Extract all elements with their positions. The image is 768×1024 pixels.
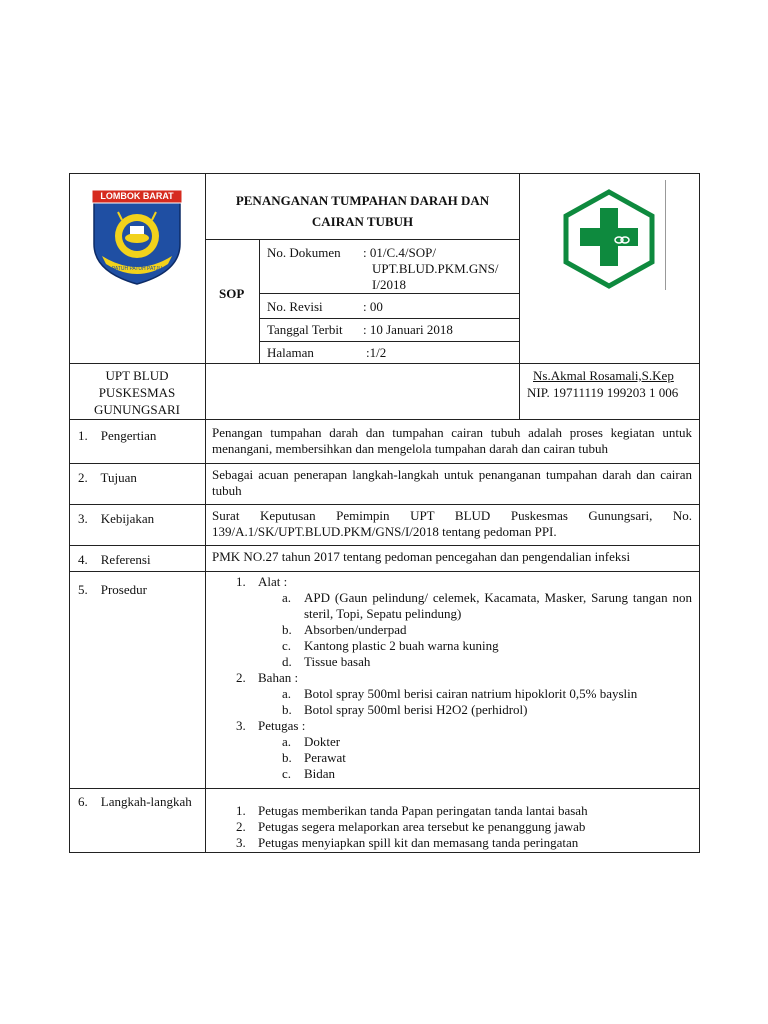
list-item: Dokter bbox=[304, 734, 341, 749]
logo-banner-text: LOMBOK BARAT bbox=[100, 191, 174, 201]
list-item-number: a. bbox=[282, 686, 292, 701]
revision-label: No. Revisi bbox=[267, 299, 323, 314]
list-item-number: b. bbox=[282, 750, 292, 765]
doc-number-value-1: : 01/C.4/SOP/ bbox=[363, 245, 436, 260]
list-item-number: c. bbox=[282, 638, 292, 653]
list-item: Bidan bbox=[304, 766, 336, 781]
sop-label: SOP bbox=[219, 286, 245, 301]
issue-date-value: : 10 Januari 2018 bbox=[363, 322, 453, 337]
lombok-barat-logo bbox=[88, 186, 186, 286]
section-pengertian-label: 1. Pengertian bbox=[78, 428, 157, 443]
section-tujuan-text: Sebagai acuan penerapan langkah-langkah untuk penanganan tumpahan darah dan cairan tubuh bbox=[212, 467, 692, 498]
org-name-line1: UPT BLUD bbox=[105, 368, 169, 383]
doc-number-value-2: UPT.BLUD.PKM.GNS/ bbox=[372, 261, 499, 276]
page-value: :1/2 bbox=[366, 345, 387, 360]
doc-number-value-3: I/2018 bbox=[372, 277, 406, 292]
list-item: Absorben/underpad bbox=[304, 622, 407, 637]
list-item-number: c. bbox=[282, 766, 292, 781]
list-item: Alat : bbox=[258, 574, 288, 589]
list-item-number: 2. bbox=[236, 670, 246, 685]
section-kebijakan-label: 3. Kebijakan bbox=[78, 511, 155, 526]
section-referensi-label: 4. Referensi bbox=[78, 552, 151, 567]
list-item-number: 3. bbox=[236, 718, 246, 733]
org-name-line3: GUNUNGSARI bbox=[94, 402, 180, 417]
puskesmas-logo bbox=[556, 186, 662, 292]
list-item-number: a. bbox=[282, 590, 292, 605]
list-item: Tissue basah bbox=[304, 654, 371, 669]
list-item: Petugas : bbox=[258, 718, 306, 733]
org-name-line2: PUSKESMAS bbox=[98, 385, 176, 400]
document-title-line2: CAIRAN TUBUH bbox=[311, 214, 414, 229]
list-item: Botol spray 500ml berisi cairan natrium hipoklorit 0,5% bayslin bbox=[304, 686, 638, 701]
list-item-number: d. bbox=[282, 654, 292, 669]
signatory-name: Ns.Akmal Rosamali,S.Kep bbox=[533, 368, 674, 383]
issue-date-label: Tanggal Terbit bbox=[267, 322, 343, 337]
section-referensi-text: PMK NO.27 tahun 2017 tentang pedoman pencegahan dan pengendalian infeksi bbox=[212, 549, 631, 564]
page-label: Halaman bbox=[267, 345, 314, 360]
section-tujuan-label: 2. Tujuan bbox=[78, 470, 137, 485]
section-prosedur-label: 5. Prosedur bbox=[78, 582, 147, 597]
signatory-nip: NIP. 19711119 199203 1 006 bbox=[527, 385, 679, 400]
list-item: Petugas memberikan tanda Papan peringatan tanda lantai basah bbox=[258, 803, 588, 818]
logo-motto-text: PATUH PATUH PATJU bbox=[111, 266, 163, 272]
section-kebijakan-text: Surat Keputusan Pemimpin UPT BLUD Puskesmas Gunungsari, No. 139/A.1/SK/UPT.BLUD.PKM/GNS/I/2018 tentang pedoman PPI. bbox=[212, 508, 692, 539]
section-langkah-label: 6. Langkah-langkah bbox=[78, 794, 192, 809]
list-item: Botol spray 500ml berisi H2O2 (perhidrol) bbox=[304, 702, 528, 717]
list-item-number: 3. bbox=[236, 835, 246, 850]
list-item-number: 2. bbox=[236, 819, 246, 834]
list-item: Petugas menyiapkan spill kit dan memasang tanda peringatan bbox=[258, 835, 579, 850]
list-item: Kantong plastic 2 buah warna kuning bbox=[304, 638, 499, 653]
list-item-number: b. bbox=[282, 622, 292, 637]
list-item: Petugas segera melaporkan area tersebut ke penanggung jawab bbox=[258, 819, 586, 834]
document-title-line1: PENANGANAN TUMPAHAN DARAH DAN bbox=[235, 193, 490, 208]
revision-value: : 00 bbox=[363, 299, 383, 314]
list-item: APD (Gaun pelindung/ celemek, Kacamata, Masker, Sarung tangan non steril, Topi, Sepatu pelindung) bbox=[304, 590, 692, 621]
list-item-number: b. bbox=[282, 702, 292, 717]
list-item-number: 1. bbox=[236, 803, 246, 818]
list-item: Perawat bbox=[304, 750, 346, 765]
list-item-number: 1. bbox=[236, 574, 246, 589]
list-item: Bahan : bbox=[258, 670, 299, 685]
list-item-number: a. bbox=[282, 734, 292, 749]
section-pengertian-text: Penangan tumpahan darah dan tumpahan cairan tubuh adalah proses kegiatan untuk menangani, membersihkan dan mengelola tumpahan darah dan cairan tubuh bbox=[212, 425, 692, 456]
doc-number-label: No. Dokumen bbox=[267, 245, 341, 260]
